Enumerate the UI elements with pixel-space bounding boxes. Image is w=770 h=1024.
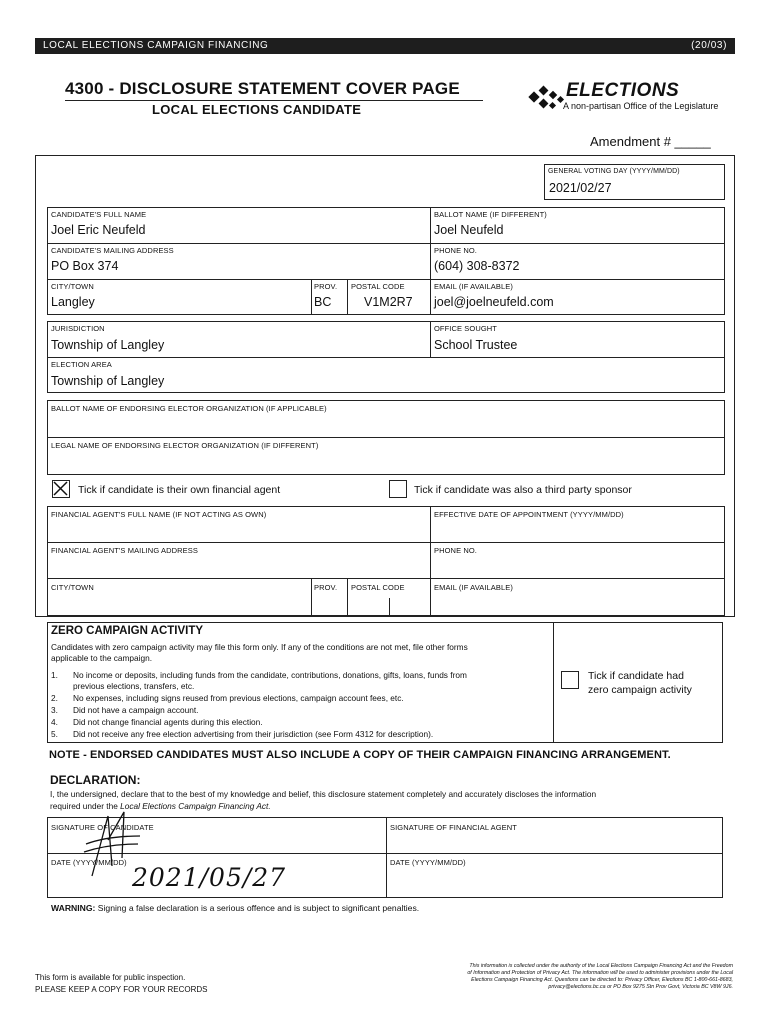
candidate-postal-field[interactable]: V1M2R7	[364, 295, 413, 309]
page-subtitle: LOCAL ELECTIONS CANDIDATE	[152, 102, 362, 117]
legal-org-label: LEGAL NAME OF ENDORSING ELECTOR ORGANIZATION (IF DIFFERENT)	[51, 441, 319, 450]
candidate-name-field[interactable]: Joel Eric Neufeld	[51, 223, 146, 237]
condition-number: 1.	[51, 670, 58, 680]
candidate-date-label: DATE (YYYY/MM/DD)	[51, 858, 127, 867]
logo-text: ELECTIONS	[566, 80, 680, 101]
election-area-label: ELECTION AREA	[51, 360, 112, 369]
condition-number: 2.	[51, 693, 58, 703]
agent-name-label: FINANCIAL AGENT'S FULL NAME (IF NOT ACTING AS OWN)	[51, 510, 267, 519]
footer-privacy-notice	[398, 963, 733, 991]
col-divider	[553, 622, 554, 743]
agent-date-field[interactable]	[392, 870, 720, 894]
col-divider	[386, 817, 387, 898]
agent-address-field[interactable]	[48, 556, 428, 576]
col-divider	[430, 321, 431, 357]
agent-email-field[interactable]	[431, 594, 723, 614]
warning-body: Signing a false declaration is a serious offence and is subject to significant penalties.	[95, 903, 420, 913]
candidate-prov-field[interactable]: BC	[314, 295, 332, 309]
jurisdiction-label: JURISDICTION	[51, 324, 105, 333]
ballot-name-label: BALLOT NAME (IF DIFFERENT)	[434, 210, 547, 219]
condition-number: 5.	[51, 729, 58, 739]
privacy-line: privacy@elections.bc.ca or PO Box 9275 Stn Prov Govt, Victoria BC V8W 9J6.	[548, 984, 733, 990]
checked-x-icon	[53, 481, 68, 496]
candidate-address-label: CANDIDATE'S MAILING ADDRESS	[51, 246, 174, 255]
third-party-checkbox[interactable]	[389, 480, 407, 498]
office-sought-label: OFFICE SOUGHT	[434, 324, 497, 333]
amendment-label: Amendment # _____	[590, 134, 711, 149]
condition-text: Did not receive any free election advertising from their jurisdiction (see Form 4312 for description).	[73, 729, 434, 739]
ballot-name-field[interactable]: Joel Neufeld	[434, 223, 504, 237]
col-divider	[430, 207, 431, 315]
zero-activity-checkbox[interactable]	[561, 671, 579, 689]
candidate-address-field[interactable]: PO Box 374	[51, 259, 119, 273]
footer-public-note: This form is available for public inspection.	[35, 973, 186, 982]
footer-keep-copy: PLEASE KEEP A COPY FOR YOUR RECORDS	[35, 985, 208, 994]
condition-text: Did not change financial agents during this election.	[73, 717, 263, 727]
appointment-date-label: EFFECTIVE DATE OF APPOINTMENT (YYYY/MM/DD)	[434, 510, 624, 519]
agent-address-label: FINANCIAL AGENT'S MAILING ADDRESS	[51, 546, 198, 555]
condition-text: No income or deposits, including funds from the candidate, contributions, donations, gifts, loans, funds from	[73, 670, 467, 680]
agent-phone-field[interactable]	[431, 556, 723, 576]
privacy-line: of Information and Protection of Privacy Act. The information will be used to administer provisions under the Local	[467, 970, 733, 976]
legal-org-field[interactable]	[48, 452, 724, 472]
logo-tagline: A non-partisan Office of the Legislature	[563, 101, 719, 111]
ballot-org-field[interactable]	[48, 415, 724, 435]
privacy-line: Elections Campaign Financing Act. Questions can be directed to: Privacy Officer, Elections BC 1-800-661-8683,	[471, 977, 733, 983]
page-title: 4300 - DISCLOSURE STATEMENT COVER PAGE	[65, 79, 460, 98]
own-agent-checkbox[interactable]	[52, 480, 70, 498]
warning-text	[51, 903, 419, 913]
candidate-prov-label: PROV.	[314, 282, 338, 291]
zero-activity-tick-label-2: zero campaign activity	[588, 684, 692, 696]
candidate-signature-label: SIGNATURE OF CANDIDATE	[51, 823, 154, 832]
row-divider	[47, 437, 725, 438]
col-divider	[311, 279, 312, 315]
election-area-field[interactable]: Township of Langley	[51, 374, 165, 388]
candidate-email-label: EMAIL (IF AVAILABLE)	[434, 282, 513, 291]
declaration-heading: DECLARATION:	[50, 773, 141, 787]
office-sought-field[interactable]: School Trustee	[434, 338, 518, 352]
ballot-org-label: BALLOT NAME OF ENDORSING ELECTOR ORGANIZATION (IF APPLICABLE)	[51, 404, 327, 413]
voting-day-field[interactable]	[544, 164, 725, 200]
agent-postal-field[interactable]	[348, 594, 428, 614]
row-divider	[47, 243, 725, 244]
endorsement-note: NOTE - ENDORSED CANDIDATES MUST ALSO INCLUDE A COPY OF THEIR CAMPAIGN FINANCING ARRANGEMENT.	[49, 749, 671, 761]
header-bar-left: LOCAL ELECTIONS CAMPAIGN FINANCING	[43, 40, 269, 51]
privacy-line: This information is collected under the authority of the Local Elections Campaign Financing Act and the Freedom	[469, 963, 733, 969]
jurisdiction-field[interactable]: Township of Langley	[51, 338, 165, 352]
row-divider	[47, 357, 725, 358]
candidate-city-field[interactable]: Langley	[51, 295, 95, 309]
condition-number: 3.	[51, 705, 58, 715]
zero-activity-intro-2: applicable to the campaign.	[51, 653, 153, 663]
elections-logo-icon	[528, 82, 568, 116]
agent-phone-label: PHONE NO.	[434, 546, 477, 555]
zero-activity-intro: Candidates with zero campaign activity may file this form only. If any of the conditions are not met, file other forms	[51, 642, 468, 652]
voting-day-value: 2021/02/27	[549, 181, 612, 195]
third-party-label: Tick if candidate was also a third party sponsor	[414, 484, 632, 496]
agent-postal-label: POSTAL CODE	[351, 583, 405, 592]
condition-text: Did not have a campaign account.	[73, 705, 199, 715]
zero-activity-heading: ZERO CAMPAIGN ACTIVITY	[51, 625, 204, 637]
warning-label: WARNING:	[51, 903, 96, 913]
agent-signature-field[interactable]	[392, 834, 720, 852]
agent-city-field[interactable]	[48, 594, 309, 614]
agent-name-field[interactable]	[48, 520, 428, 540]
form-version: (20/03)	[691, 40, 727, 51]
row-divider	[47, 279, 725, 280]
condition-text: previous elections, transfers, etc.	[73, 681, 195, 691]
candidate-date-field[interactable]: 2021/05/27	[132, 863, 287, 892]
agent-prov-field[interactable]	[312, 594, 346, 614]
zero-activity-tick-label: Tick if candidate had	[588, 670, 684, 682]
agent-email-label: EMAIL (IF AVAILABLE)	[434, 583, 513, 592]
form-header-bar	[35, 38, 735, 54]
agent-signature-label: SIGNATURE OF FINANCIAL AGENT	[390, 823, 517, 832]
candidate-city-label: CITY/TOWN	[51, 282, 94, 291]
condition-text: No expenses, including signs reused from previous elections, campaign account fees, etc.	[73, 693, 404, 703]
own-agent-label: Tick if candidate is their own financial agent	[78, 484, 281, 496]
voting-day-label: GENERAL VOTING DAY (YYYY/MM/DD)	[548, 168, 680, 175]
condition-number: 4.	[51, 717, 58, 727]
act-name: Local Elections Campaign Financing Act.	[120, 801, 271, 811]
candidate-phone-field[interactable]: (604) 308-8372	[434, 259, 520, 273]
agent-prov-label: PROV.	[314, 583, 338, 592]
col-divider	[347, 279, 348, 315]
row-divider	[47, 853, 723, 854]
candidate-phone-label: PHONE NO.	[434, 246, 477, 255]
declaration-text: I, the undersigned, declare that to the best of my knowledge and belief, this disclosure statement completely and accurately discloses the information	[50, 789, 597, 799]
candidate-email-field[interactable]: joel@joelneufeld.com	[434, 295, 554, 309]
agent-date-label: DATE (YYYY/MM/DD)	[390, 858, 466, 867]
appointment-date-field[interactable]	[431, 520, 723, 540]
row-divider	[47, 542, 725, 543]
title-underline	[65, 100, 483, 101]
candidate-name-label: CANDIDATE'S FULL NAME	[51, 210, 147, 219]
row-divider	[47, 578, 725, 579]
candidate-postal-label: POSTAL CODE	[351, 282, 405, 291]
agent-city-label: CITY/TOWN	[51, 583, 94, 592]
declaration-text-part: required under the	[50, 801, 121, 811]
